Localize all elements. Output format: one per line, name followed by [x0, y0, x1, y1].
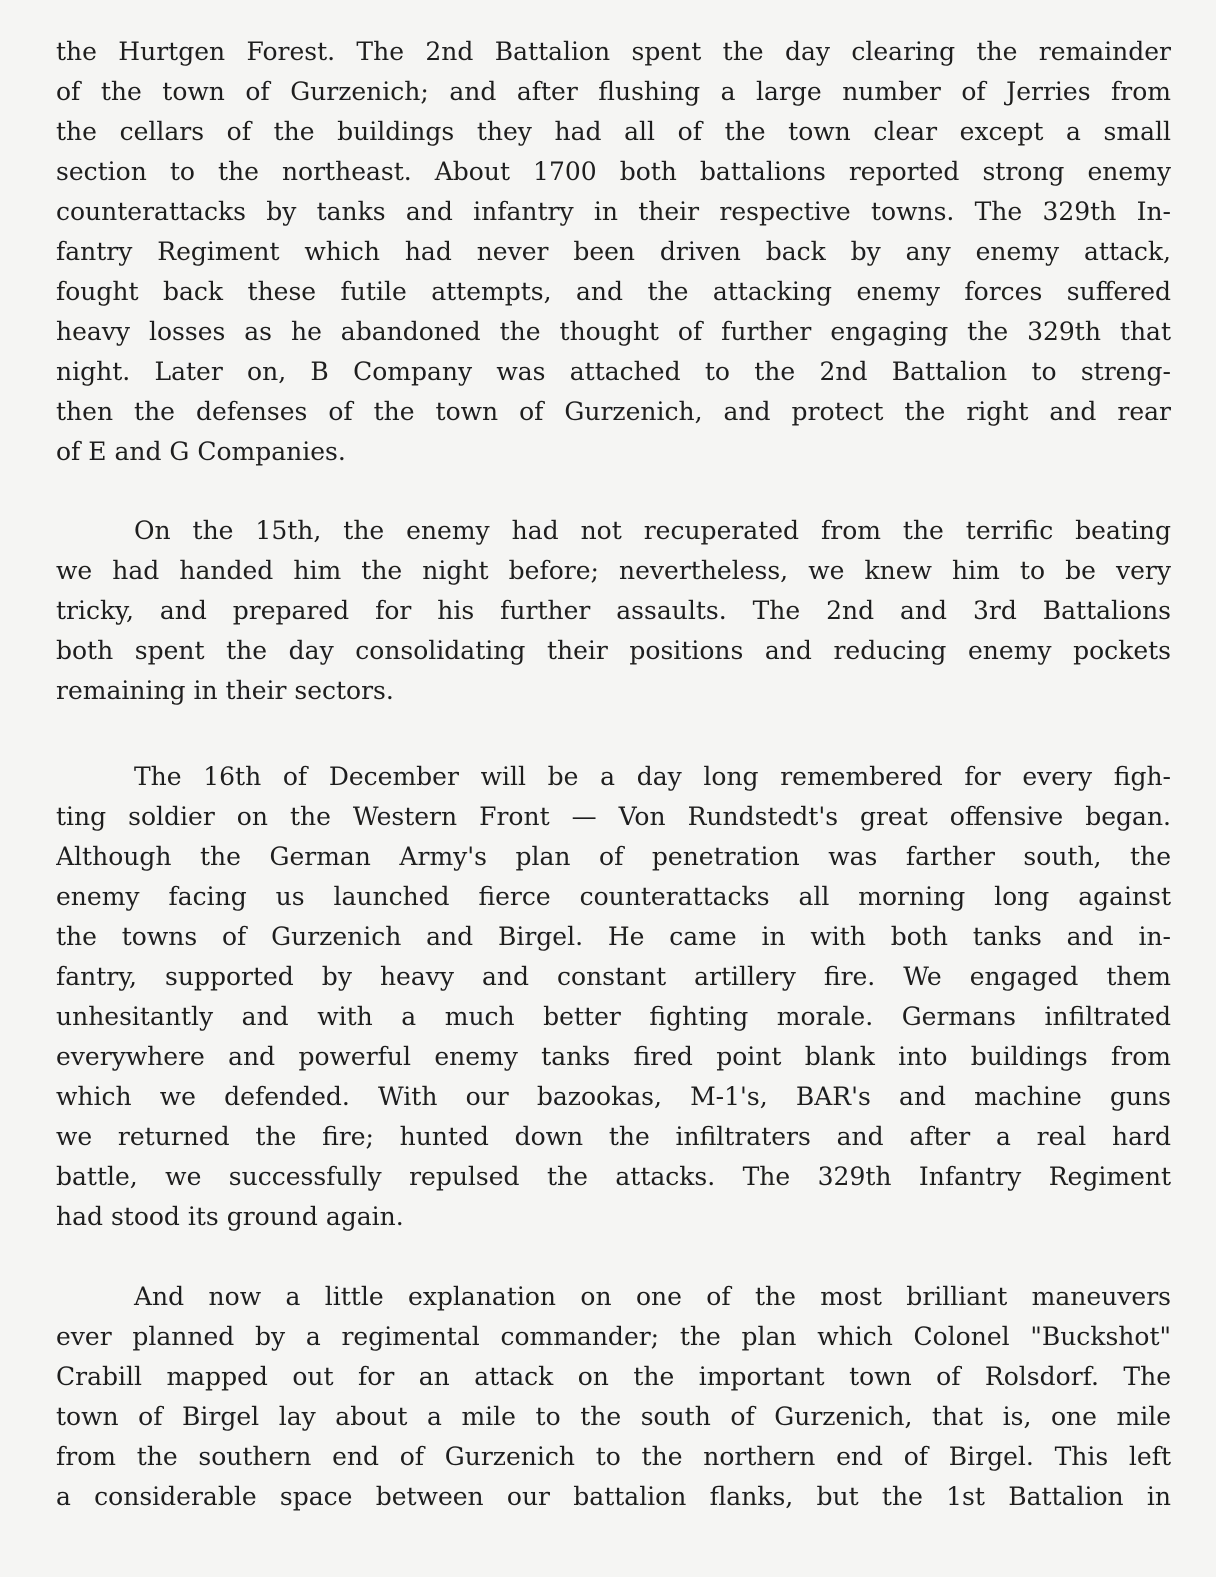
text-line: The 16th of December will be a day long remembered for every figh-: [134, 762, 1171, 791]
text-line: Crabill mapped out for an attack on the important town of Rolsdorf. The: [56, 1362, 1171, 1391]
text-line: fantry, supported by heavy and constant artillery fire. We engaged them: [56, 962, 1171, 991]
text-line: tricky, and prepared for his further assaults. The 2nd and 3rd Battalions: [56, 596, 1171, 625]
text-line: On the 15th, the enemy had not recuperated from the terrific beating: [134, 516, 1171, 545]
paragraph-hurtgen-forest: [56, 32, 1171, 472]
text-line: then the defenses of the town of Gurzenich, and protect the right and rear: [56, 397, 1171, 426]
text-line: section to the northeast. About 1700 both battalions reported strong enemy: [56, 157, 1171, 186]
paragraph-15th: [56, 511, 1171, 711]
text-line: we had handed him the night before; nevertheless, we knew him to be very: [56, 556, 1171, 585]
text-line: counterattacks by tanks and infantry in their respective towns. The 329th In-: [56, 197, 1171, 226]
text-line: the Hurtgen Forest. The 2nd Battalion spent the day clearing the remainder: [56, 37, 1171, 66]
text-line: of E and G Companies.: [56, 437, 346, 466]
text-line: the towns of Gurzenich and Birgel. He came in with both tanks and in-: [56, 922, 1171, 951]
text-line: everywhere and powerful enemy tanks fired point blank into buildings from: [56, 1042, 1171, 1071]
paragraph-16th-december: [56, 757, 1171, 1237]
text-line: ting soldier on the Western Front — Von Rundstedt's great offensive began.: [56, 802, 1171, 831]
paragraph-explanation: [56, 1277, 1171, 1517]
text-line: heavy losses as he abandoned the thought of further engaging the 329th that: [56, 317, 1171, 346]
text-line: And now a little explanation on one of the most brilliant maneuvers: [134, 1282, 1171, 1311]
text-line: which we defended. With our bazookas, M-1's, BAR's and machine guns: [56, 1082, 1171, 1111]
text-line: fought back these futile attempts, and the attacking enemy forces suffered: [56, 277, 1171, 306]
text-line: battle, we successfully repulsed the attacks. The 329th Infantry Regiment: [56, 1162, 1171, 1191]
text-line: fantry Regiment which had never been driven back by any enemy attack,: [56, 237, 1171, 266]
text-line: from the southern end of Gurzenich to the northern end of Birgel. This left: [56, 1442, 1171, 1471]
text-line: unhesitantly and with a much better fighting morale. Germans infiltrated: [56, 1002, 1171, 1031]
text-line: a considerable space between our battalion flanks, but the 1st Battalion in: [56, 1482, 1171, 1511]
text-line: the cellars of the buildings they had all of the town clear except a small: [56, 117, 1171, 146]
text-line: both spent the day consolidating their positions and reducing enemy pockets: [56, 636, 1171, 665]
text-line: Although the German Army's plan of penetration was farther south, the: [56, 842, 1171, 871]
text-line: enemy facing us launched fierce counterattacks all morning long against: [56, 882, 1171, 911]
text-line: remaining in their sectors.: [56, 676, 394, 705]
text-line: we returned the fire; hunted down the infiltraters and after a real hard: [56, 1122, 1171, 1151]
text-line: night. Later on, B Company was attached to the 2nd Battalion to streng-: [56, 357, 1171, 386]
text-line: of the town of Gurzenich; and after flushing a large number of Jerries from: [56, 77, 1171, 106]
text-line: town of Birgel lay about a mile to the south of Gurzenich, that is, one mile: [56, 1402, 1171, 1431]
text-line: had stood its ground again.: [56, 1202, 404, 1231]
text-line: ever planned by a regimental commander; the plan which Colonel "Buckshot": [56, 1322, 1171, 1351]
